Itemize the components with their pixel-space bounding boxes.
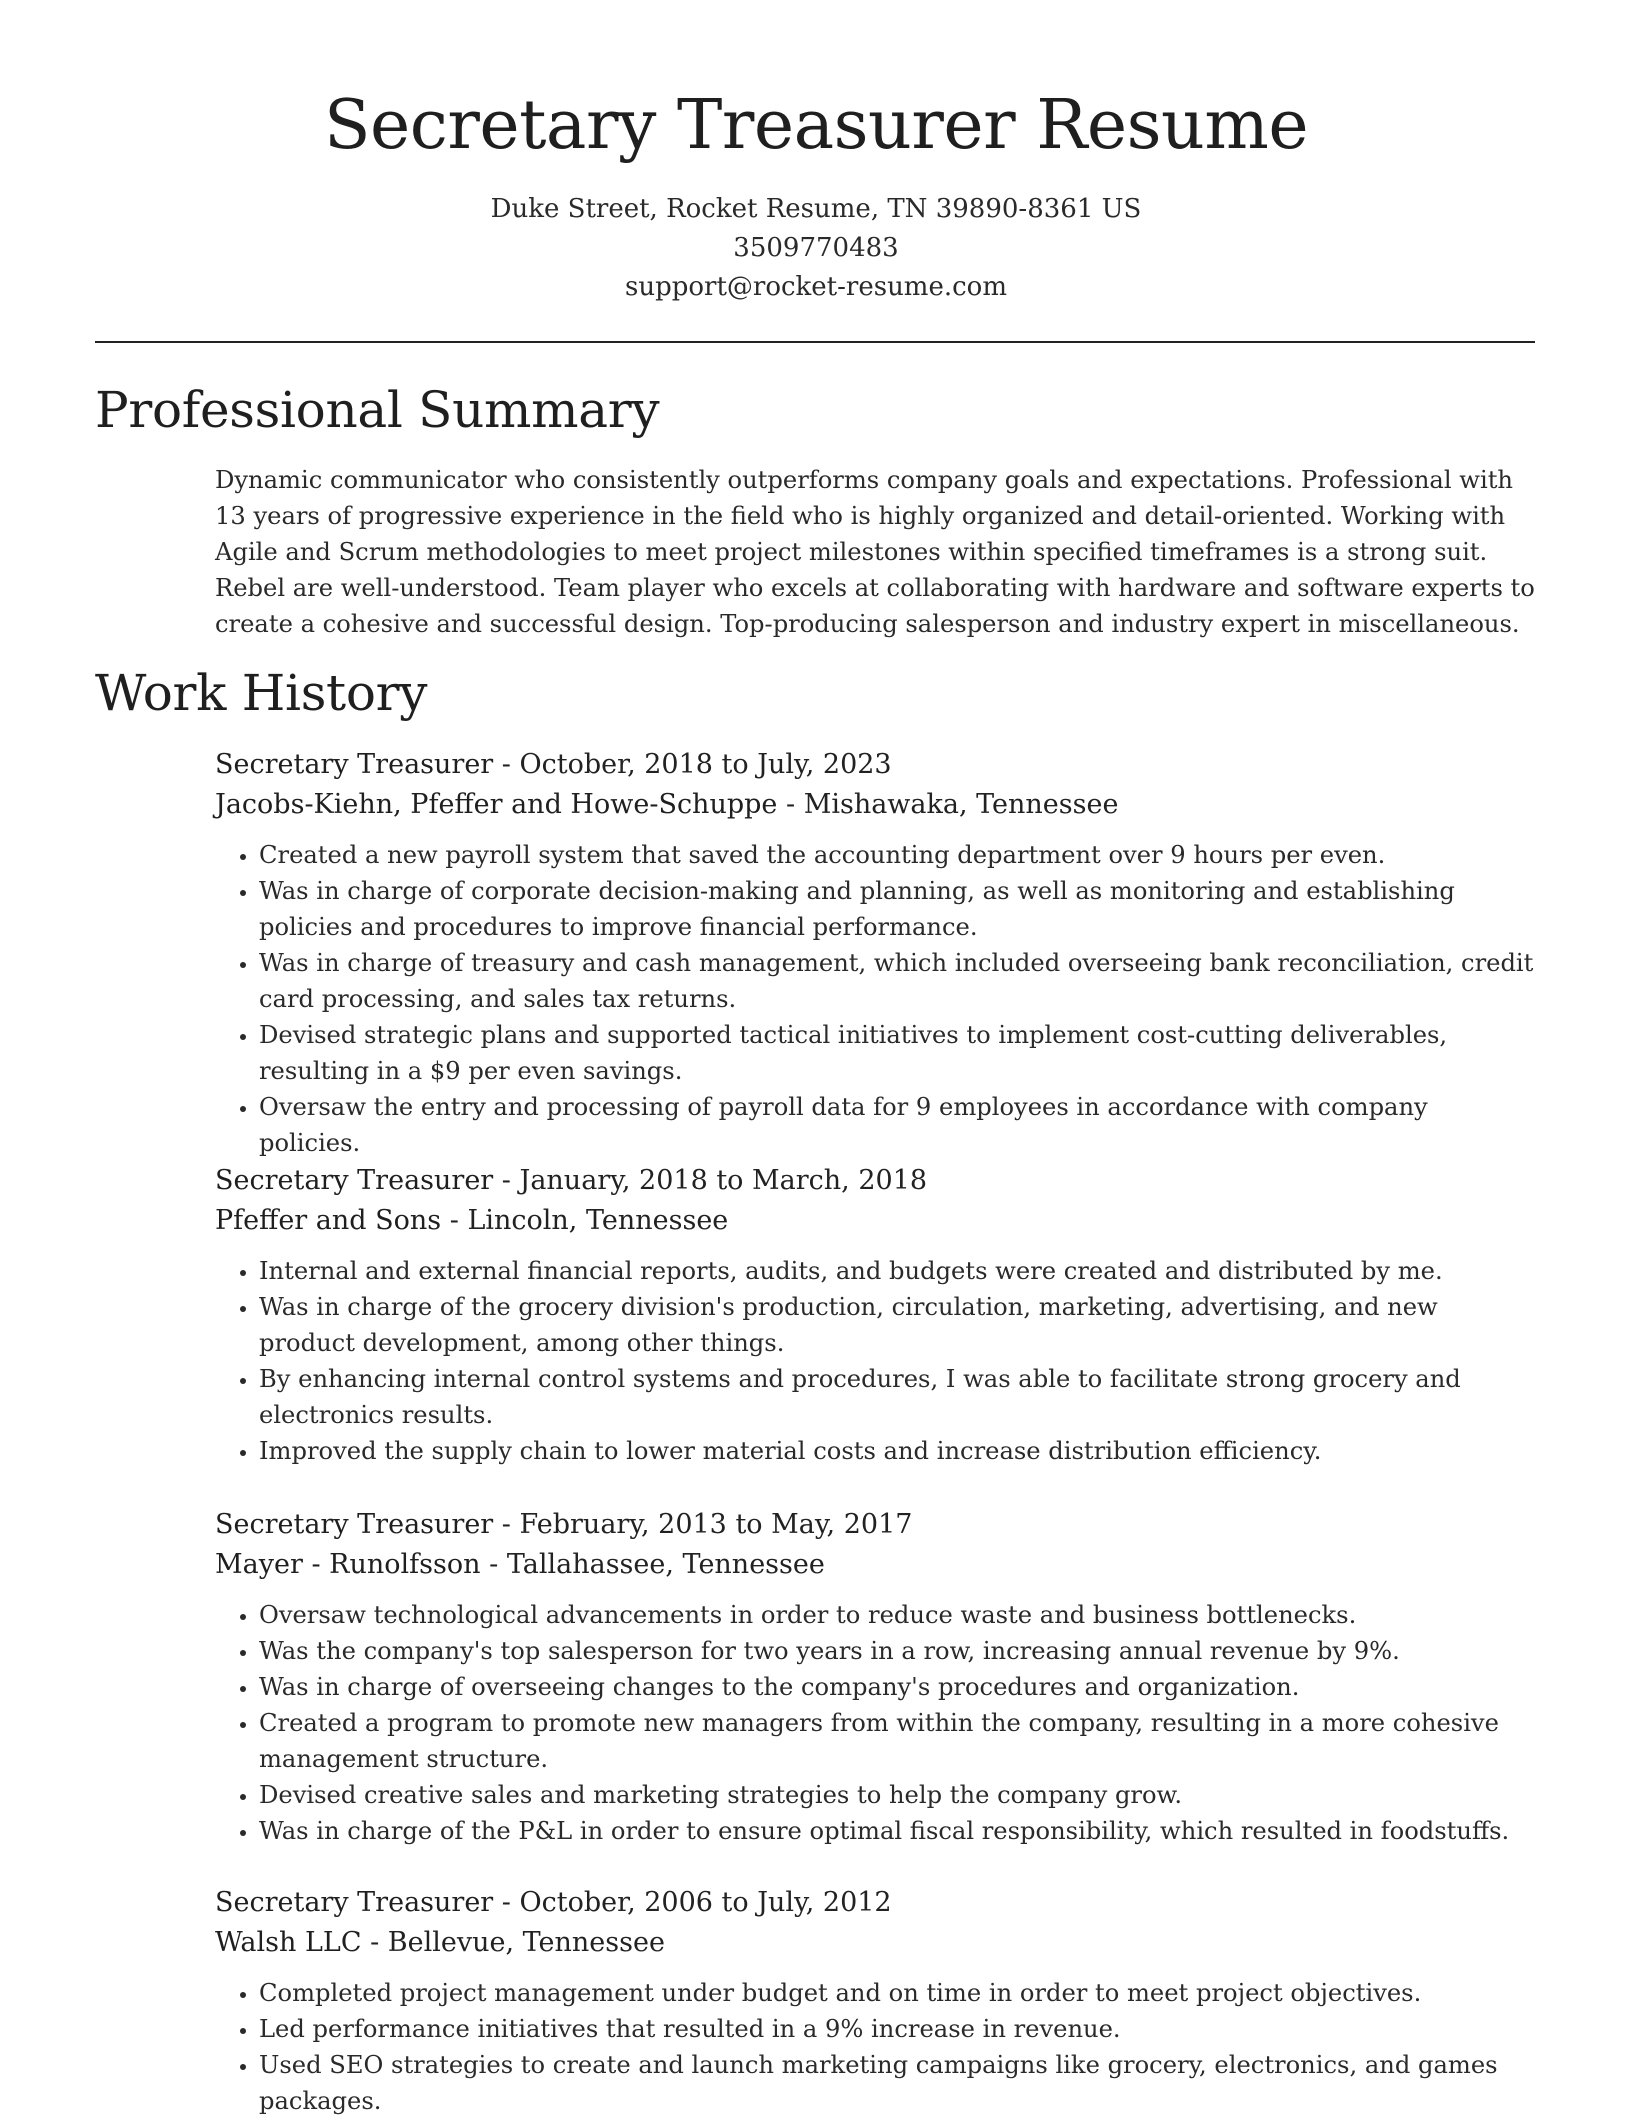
list-item: • Completed project management under budget and on time in order to meet project objectives. (259, 1975, 1535, 2011)
job-title-line (215, 1505, 1535, 1545)
job-company: Jacobs-Kiehn, Pfeffer and Howe-Schuppe (215, 789, 778, 820)
summary-text: Dynamic communicator who consistently outperforms company goals and expectations. Professional with 13 years of progressive experience in the field who is highly organized and detail-oriented. Working with Agile and Scrum methodologies to meet project milestones within specified timeframes is a strong suit. Rebel are well-understood. Team player who excels at collaborating with hardware and software experts to create a cohesive and successful design. Top-producing salesperson and industry expert in miscellaneous. (215, 466, 1535, 638)
job-bullets (215, 1253, 1535, 1469)
separator: - (361, 1927, 388, 1958)
job-location: Mishawaka, Tennessee (803, 789, 1119, 820)
job-dates: February, 2013 to May, 2017 (519, 1509, 913, 1540)
job-title: Secretary Treasurer (215, 749, 494, 780)
contact-address: Duke Street, Rocket Resume, TN 39890-8361 US (490, 194, 1142, 224)
job-entry (215, 1505, 1535, 1849)
list-item: • Improved the supply chain to lower material costs and increase distribution efficiency. (259, 1433, 1535, 1469)
separator: - (777, 789, 804, 820)
job-title-line (215, 745, 1535, 785)
contact-block (0, 190, 1632, 307)
list-item: • Was the company's top salesperson for two years in a row, increasing annual revenue by 9%. (259, 1633, 1535, 1669)
job-title-line (215, 1883, 1535, 1923)
summary-heading: Professional Summary (95, 381, 660, 439)
contact-email: support@rocket-resume.com (624, 272, 1007, 302)
separator: - (493, 1887, 520, 1918)
job-entry (215, 1883, 1535, 2119)
job-bullets (215, 1597, 1535, 1849)
work-history-heading: Work History (95, 664, 428, 722)
job-company-line (215, 1545, 1535, 1585)
list-item: • Was in charge of the grocery division's production, circulation, marketing, advertising, and new product development, among other things. (259, 1289, 1535, 1361)
job-location: Bellevue, Tennessee (387, 1927, 665, 1958)
job-company: Walsh LLC (215, 1927, 362, 1958)
list-item: • Created a new payroll system that saved the accounting department over 9 hours per even. (259, 837, 1535, 873)
list-item: • Oversaw the entry and processing of payroll data for 9 employees in accordance with company policies. (259, 1089, 1535, 1161)
job-title: Secretary Treasurer (215, 1887, 494, 1918)
job-location: Lincoln, Tennessee (467, 1205, 729, 1236)
list-item: • Used SEO strategies to create and launch marketing campaigns like grocery, electronics, and games packages. (259, 2047, 1535, 2119)
separator: - (480, 1549, 507, 1580)
job-entry (215, 1161, 1535, 1469)
job-title: Secretary Treasurer (215, 1509, 494, 1540)
list-item: • Created a program to promote new managers from within the company, resulting in a more cohesive management structure. (259, 1705, 1535, 1777)
job-location: Tallahassee, Tennessee (506, 1549, 825, 1580)
job-company: Pfeffer and Sons (215, 1205, 442, 1236)
contact-phone: 3509770483 (733, 233, 899, 263)
list-item: • Led performance initiatives that resulted in a 9% increase in revenue. (259, 2011, 1535, 2047)
list-item: • Devised strategic plans and supported tactical initiatives to implement cost-cutting deliverables, resulting in a $9 per even savings. (259, 1017, 1535, 1089)
separator: - (441, 1205, 468, 1236)
job-bullets (215, 1975, 1535, 2119)
separator: - (493, 1509, 520, 1540)
separator: - (493, 1165, 520, 1196)
job-company: Mayer - Runolfsson (215, 1549, 481, 1580)
job-dates: October, 2006 to July, 2012 (519, 1887, 892, 1918)
list-item: • Devised creative sales and marketing strategies to help the company grow. (259, 1777, 1535, 1813)
job-company-line (215, 1201, 1535, 1241)
separator: - (493, 749, 520, 780)
job-company-line (215, 1923, 1535, 1963)
list-item: • Was in charge of corporate decision-making and planning, as well as monitoring and establishing policies and procedures to improve financial performance. (259, 873, 1535, 945)
job-dates: October, 2018 to July, 2023 (519, 749, 892, 780)
list-item: • Was in charge of treasury and cash management, which included overseeing bank reconciliation, credit card processing, and sales tax returns. (259, 945, 1535, 1017)
job-bullets (215, 837, 1535, 1161)
job-title: Secretary Treasurer (215, 1165, 494, 1196)
list-item: • Internal and external financial reports, audits, and budgets were created and distributed by me. (259, 1253, 1535, 1289)
job-entry (215, 745, 1535, 1161)
job-company-line (215, 785, 1535, 825)
list-item: • Oversaw technological advancements in order to reduce waste and business bottlenecks. (259, 1597, 1535, 1633)
list-item: • Was in charge of the P&L in order to ensure optimal fiscal responsibility, which resulted in foodstuffs. (259, 1813, 1535, 1849)
job-dates: January, 2018 to March, 2018 (519, 1165, 928, 1196)
resume-title: Secretary Treasurer Resume (323, 86, 1309, 165)
list-item: • Was in charge of overseeing changes to the company's procedures and organization. (259, 1669, 1535, 1705)
header-divider (95, 341, 1535, 343)
list-item: • By enhancing internal control systems and procedures, I was able to facilitate strong grocery and electronics results. (259, 1361, 1535, 1433)
job-title-line (215, 1161, 1535, 1201)
